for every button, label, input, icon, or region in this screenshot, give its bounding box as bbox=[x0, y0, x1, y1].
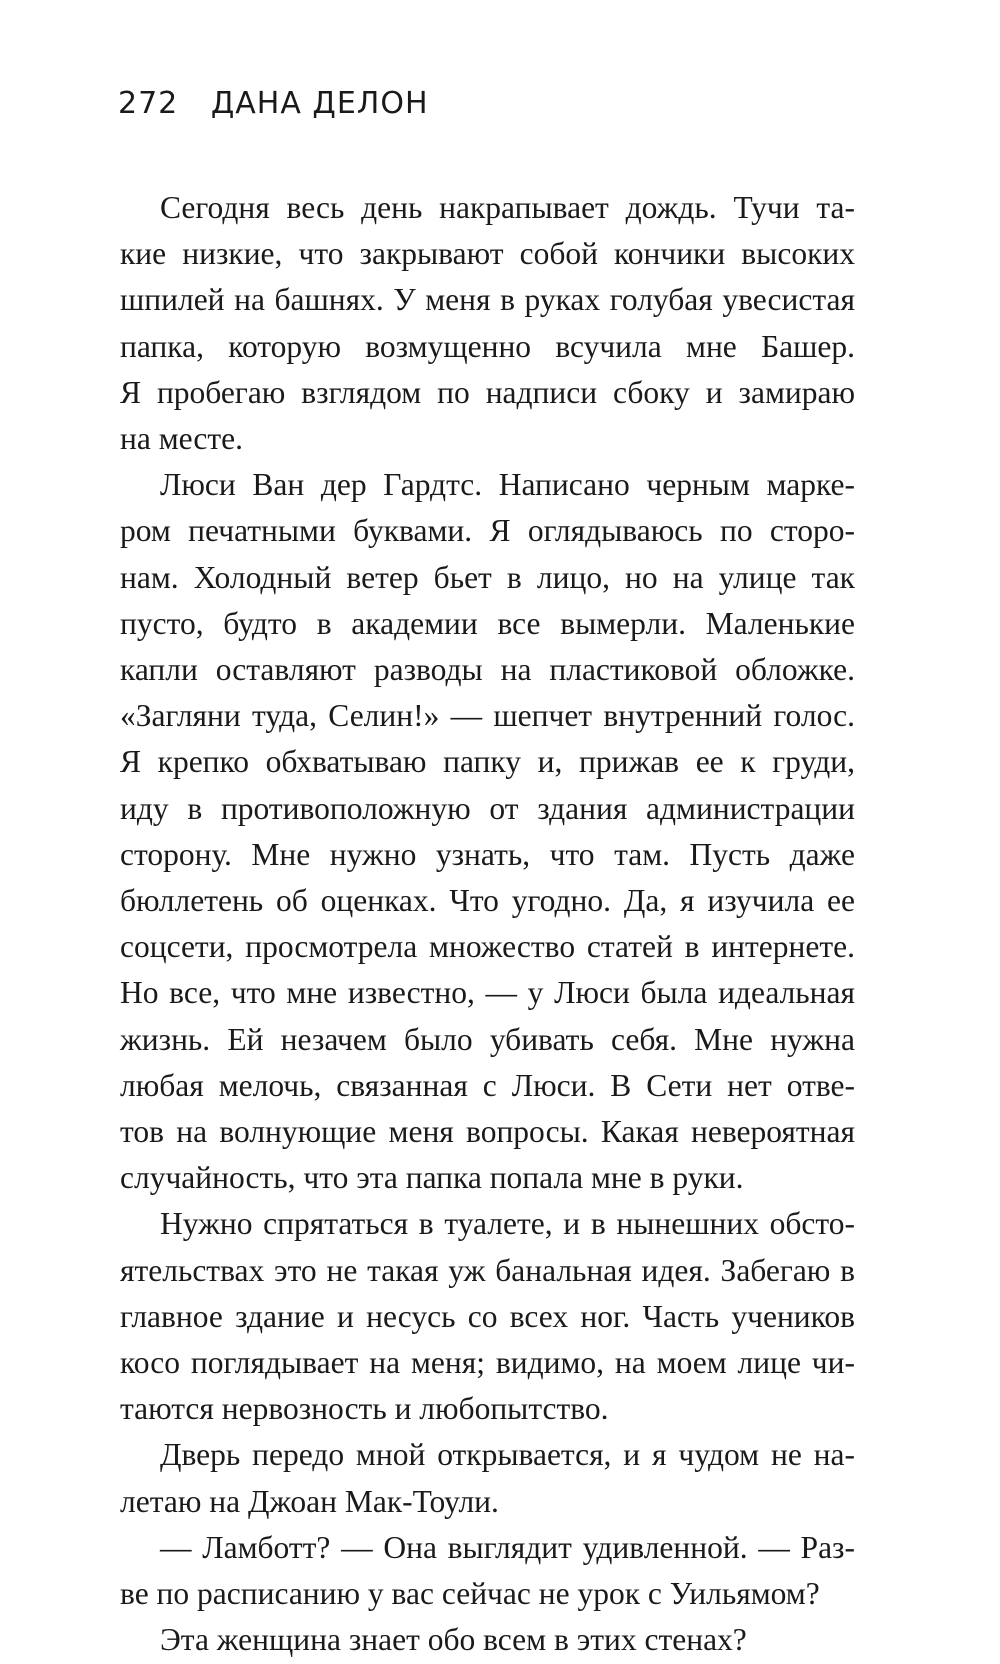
text-line: — Ламботт? — Она выглядит удивленной. — Раз- bbox=[160, 1529, 855, 1565]
text-line: ве по расписанию у вас сейчас не урок с Уильямом? bbox=[120, 1576, 820, 1612]
author-name: ДАНА ДЕЛОН bbox=[210, 86, 429, 121]
text-line: шпилей на башнях. У меня в руках голубая увесистая bbox=[120, 282, 855, 318]
text-line: жизнь. Ей незачем было убивать себя. Мне нужна bbox=[120, 1021, 855, 1057]
body-text bbox=[120, 185, 855, 1664]
text-line: на месте. bbox=[120, 421, 244, 457]
text-line: соцсети, просмотрела множество статей в интернете. bbox=[120, 929, 855, 965]
paragraph bbox=[120, 1201, 855, 1432]
text-line: кие низкие, что закрывают собой кончики высоких bbox=[120, 236, 855, 272]
text-line: Эта женщина знает обо всем в этих стенах? bbox=[160, 1622, 747, 1658]
text-line: Я пробегаю взглядом по надписи сбоку и замираю bbox=[120, 374, 855, 410]
running-head bbox=[118, 86, 429, 121]
text-line: любая мелочь, связанная с Люси. В Сети нет отве- bbox=[120, 1067, 855, 1103]
text-line: сторону. Мне нужно узнать, что там. Пусть даже bbox=[120, 836, 855, 872]
text-line: пусто, будто в академии все вымерли. Маленькие bbox=[120, 605, 855, 641]
text-line: нам. Холодный ветер бьет в лицо, но на улице так bbox=[120, 559, 855, 595]
text-line: Дверь передо мной открывается, и я чудом не на- bbox=[160, 1437, 855, 1473]
paragraph bbox=[120, 185, 855, 462]
text-line: летаю на Джоан Мак-Тоули. bbox=[120, 1483, 499, 1519]
text-line: таются нервозность и любопытство. bbox=[120, 1391, 609, 1427]
text-line: Люси Ван дер Гардтс. Написано черным марке- bbox=[160, 467, 855, 503]
page-number: 272 bbox=[118, 86, 179, 121]
text-line: Я крепко обхватываю папку и, прижав ее к груди, bbox=[120, 744, 855, 780]
text-line: ром печатными буквами. Я оглядываюсь по сторо- bbox=[120, 513, 855, 549]
paragraph bbox=[120, 1617, 855, 1663]
paragraph bbox=[120, 462, 855, 1201]
paragraph bbox=[120, 1432, 855, 1524]
text-line: косо поглядывает на меня; видимо, на моем лице чи- bbox=[120, 1345, 855, 1381]
text-line: Но все, что мне известно, — у Люси была идеальная bbox=[120, 975, 855, 1011]
text-line: иду в противоположную от здания администрации bbox=[120, 790, 855, 826]
text-line: ятельствах это не такая уж банальная идея. Забегаю в bbox=[120, 1252, 855, 1288]
text-line: Нужно спрятаться в туалете, и в нынешних обсто- bbox=[160, 1206, 855, 1242]
text-line: случайность, что эта папка попала мне в руки. bbox=[120, 1160, 744, 1196]
paragraph bbox=[120, 1525, 855, 1617]
text-line: бюллетень об оценках. Что угодно. Да, я изучила ее bbox=[120, 883, 855, 919]
text-line: тов на волнующие меня вопросы. Какая невероятная bbox=[120, 1114, 855, 1150]
text-line: папка, которую возмущенно всучила мне Башер. bbox=[120, 328, 855, 364]
text-line: капли оставляют разводы на пластиковой обложке. bbox=[120, 652, 855, 688]
text-line: главное здание и несусь со всех ног. Часть учеников bbox=[120, 1298, 855, 1334]
text-line: Сегодня весь день накрапывает дождь. Тучи та- bbox=[160, 190, 855, 225]
text-line: «Загляни туда, Селин!» — шепчет внутренний голос. bbox=[120, 698, 855, 734]
